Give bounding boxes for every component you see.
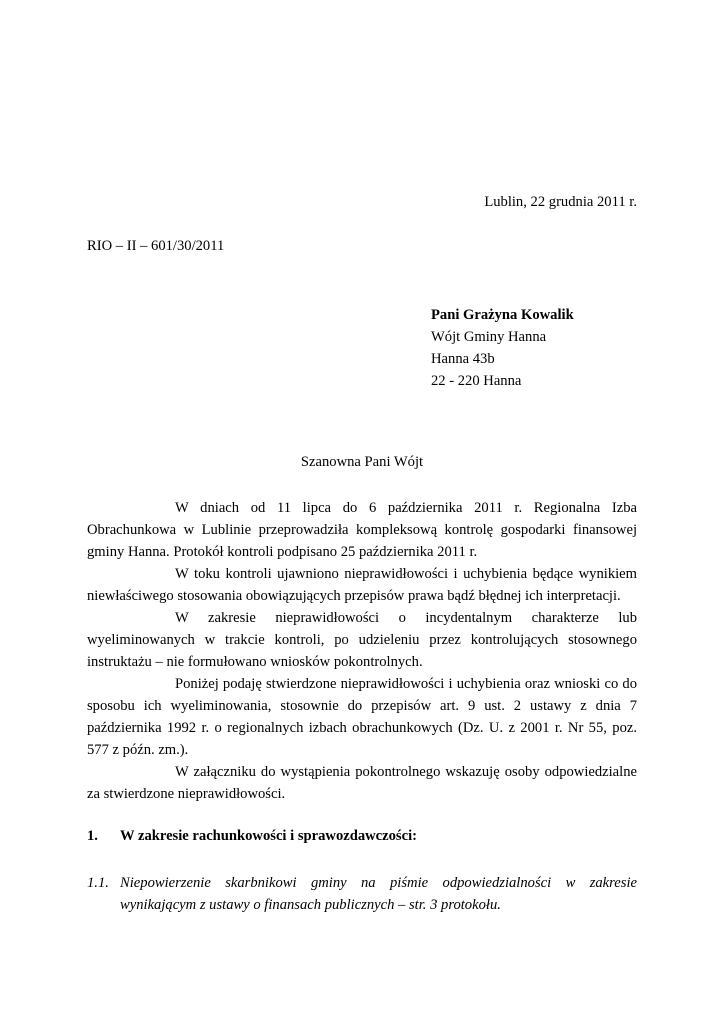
letter-body [87,497,637,805]
reference-number: RIO – II – 601/30/2011 [87,238,225,254]
subsection-item [87,872,637,916]
subsection-number: 1.1. [87,875,109,891]
recipient-position: Wójt Gminy Hanna [431,329,547,345]
place-date: Lublin, 22 grudnia 2011 r. [484,194,637,210]
salutation: Szanowna Pani Wójt [300,454,424,470]
recipient-street: Hanna 43b [431,351,495,367]
paragraph-2: W toku kontroli ujawniono nieprawidłowości i uchybienia będące wynikiem niewłaściwego stosowania obowiązujących przepisów prawa bądź błędnej ich interpretacji. [87,566,637,604]
section-heading [87,828,417,845]
section-number: 1. [87,828,98,844]
subsection-text: Niepowierzenie skarbnikowi gminy na piśmie odpowiedzialności w zakresie wynikającym z ustawy o finansach publicznych – str. 3 protokołu. [120,875,637,913]
paragraph-5: W załączniku do wystąpienia pokontrolnego wskazuję osoby odpowiedzialne za stwierdzone nieprawidłowości. [87,764,637,802]
paragraph-4: Poniżej podaję stwierdzone nieprawidłowości i uchybienia oraz wnioski co do sposobu ich wyeliminowania, stosownie do przepisów art. 9 ust. 2 ustawy z dnia 7 października 1992 r. o regionalnych izbach obrachunkowych (Dz. U. z 2001 r. Nr 55, poz. 577 z późn. zm.). [87,676,637,758]
recipient-postal: 22 - 220 Hanna [431,373,522,389]
recipient-address [431,304,574,392]
section-title: W zakresie rachunkowości i sprawozdawczości: [120,828,417,844]
paragraph-3: W zakresie nieprawidłowości o incydentalnym charakterze lub wyeliminowanych w trakcie kontroli, po udzieleniu przez kontrolujących stosownego instruktażu – nie formułowano wniosków pokontrolnych. [87,610,637,670]
recipient-name: Pani Grażyna Kowalik [431,307,574,323]
paragraph-1: W dniach od 11 lipca do 6 października 2011 r. Regionalna Izba Obrachunkowa w Lublinie przeprowadziła kompleksową kontrolę gospodarki finansowej gminy Hanna. Protokół kontroli podpisano 25 października 2011 r. [87,500,637,560]
